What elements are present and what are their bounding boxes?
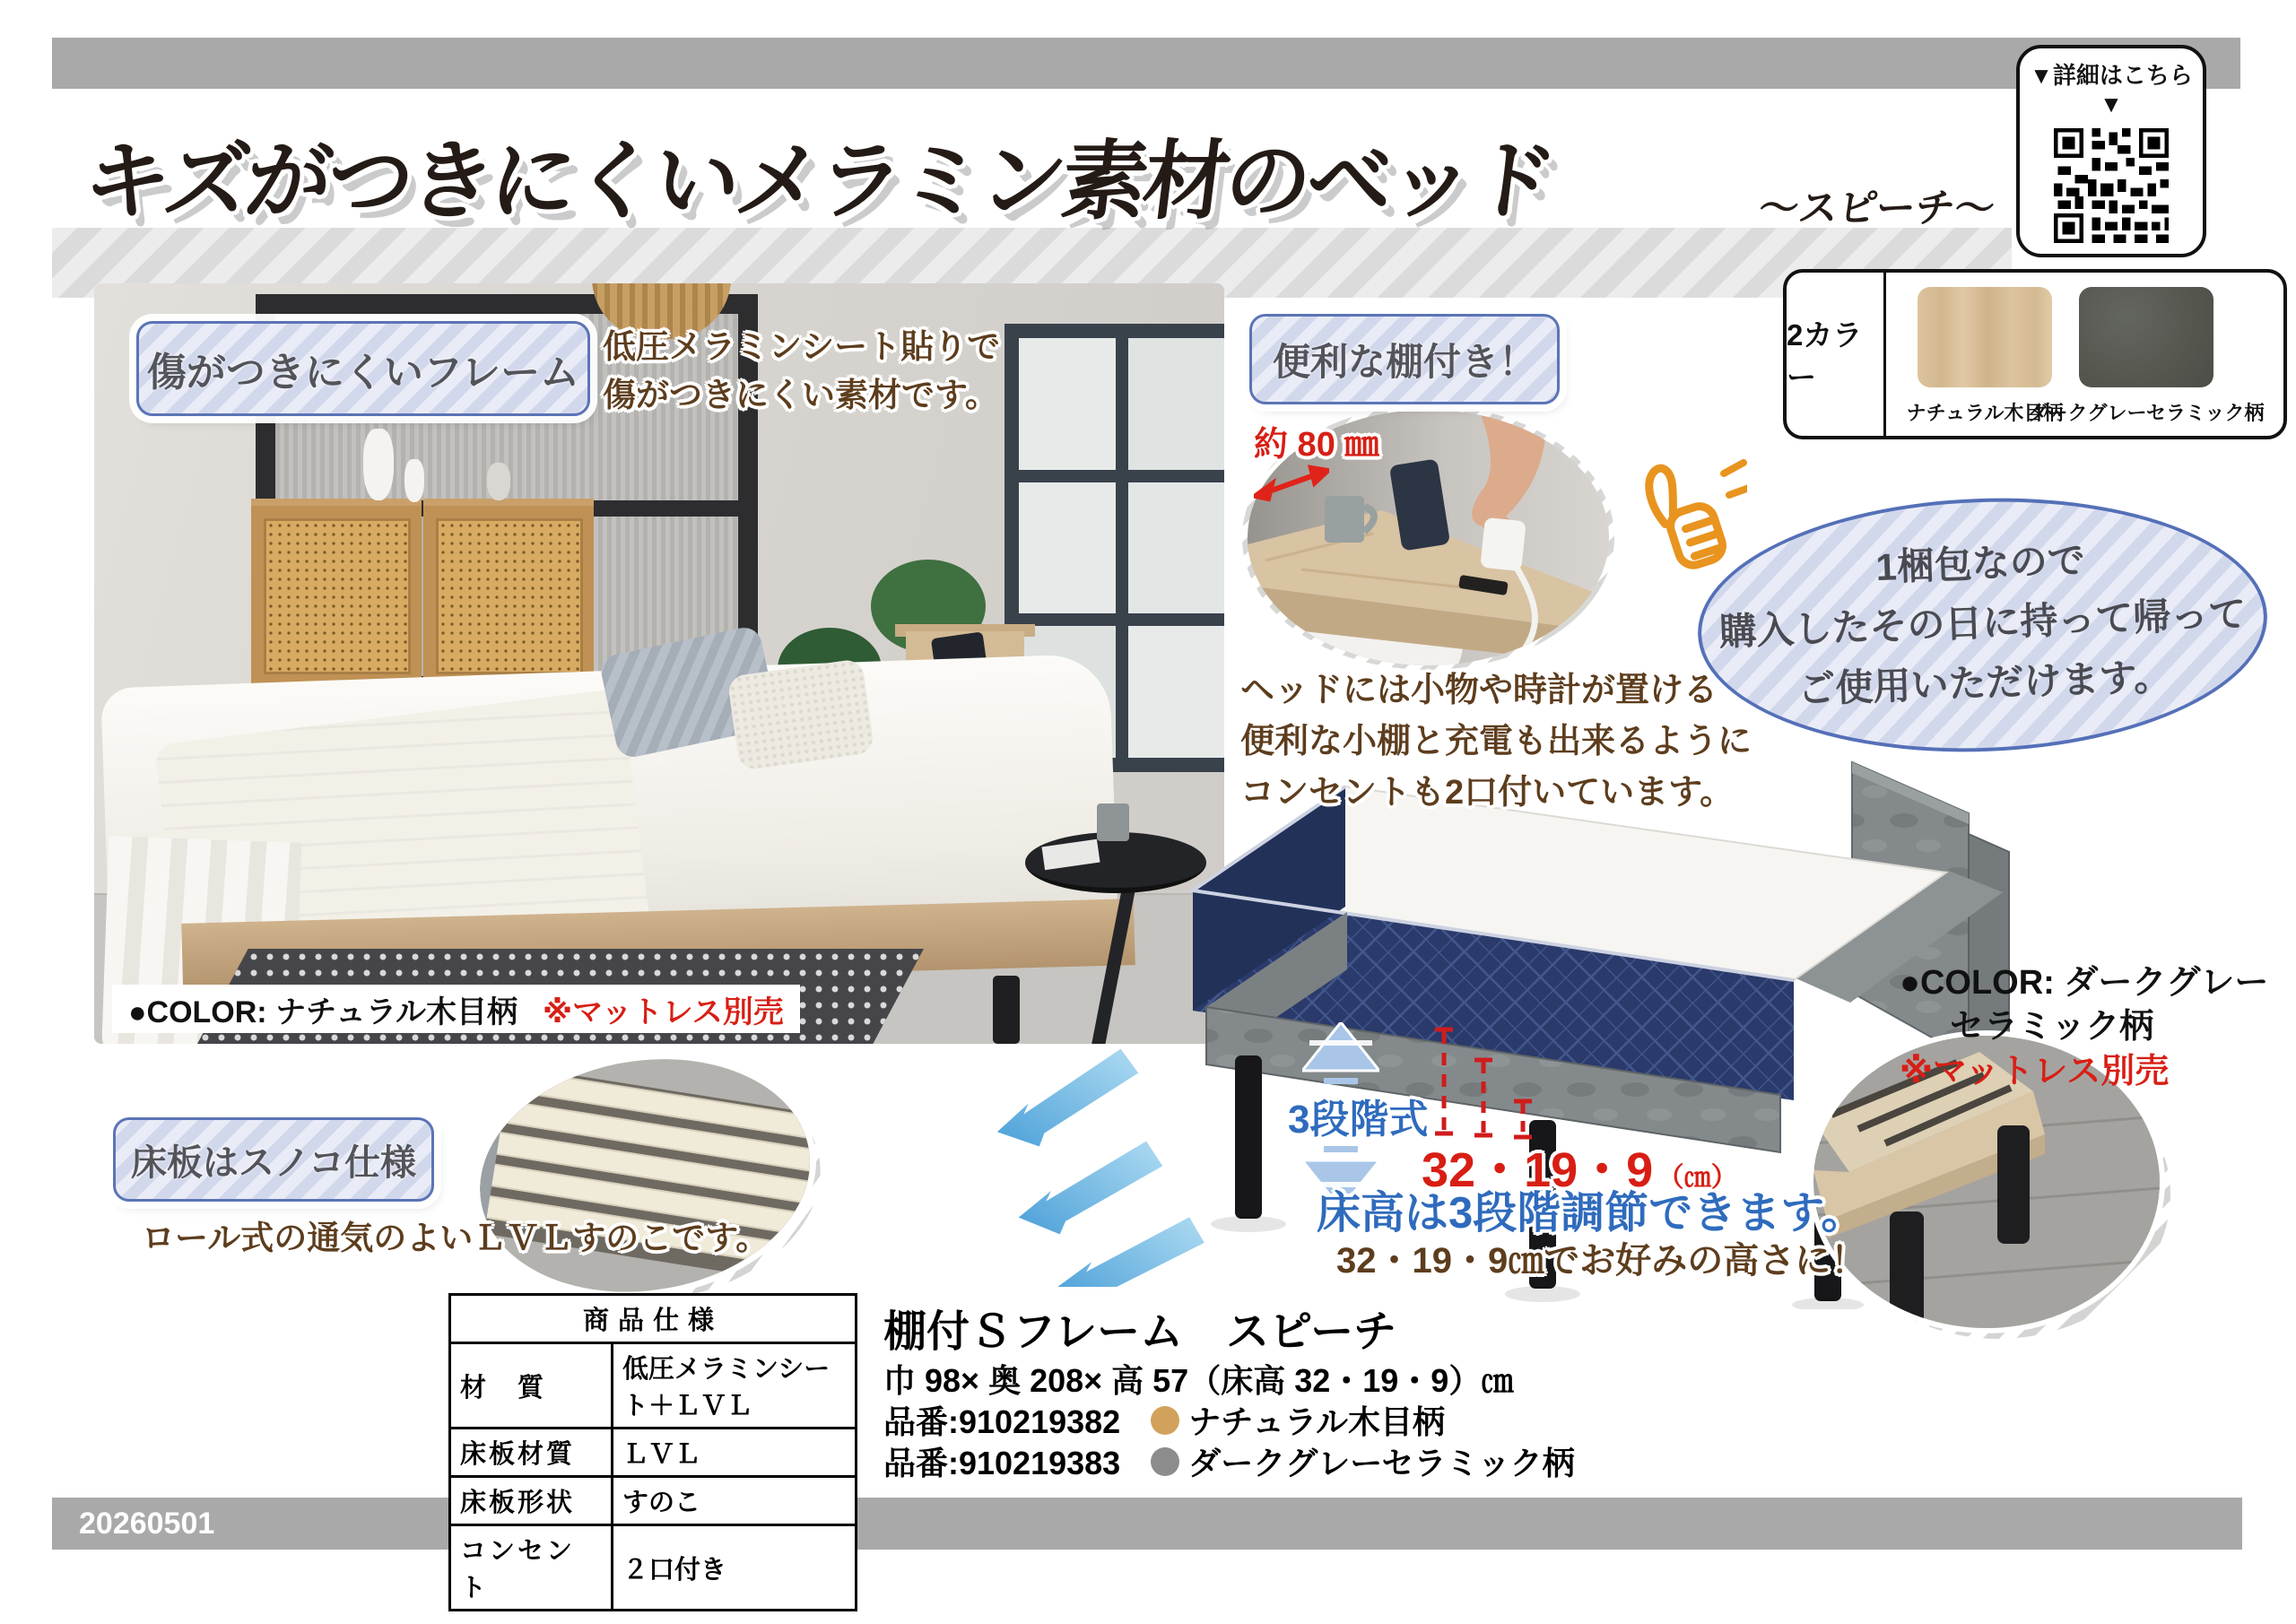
footer-bar — [52, 1498, 2242, 1550]
color-note-natural — [112, 985, 800, 1033]
qr-code-icon — [2049, 124, 2173, 248]
height-options-description: 32・19・9㎝でお好みの高さに！ — [1336, 1241, 1867, 1281]
mattress-note: ※マットレス別売 — [543, 994, 784, 1029]
table-row: 床板形状 すのこ — [450, 1477, 857, 1525]
photo-mug — [1097, 803, 1129, 841]
product-code: 品番:910219382 — [883, 1403, 1121, 1440]
table-row: 床板材質 ＬＶＬ — [450, 1429, 857, 1477]
top-gray-bar — [52, 38, 2240, 89]
badge-slatted-base: 床板はスノコ仕様 — [113, 1117, 434, 1202]
badge-scratch-resistant-frame: 傷がつきにくいフレーム — [136, 321, 590, 416]
slatted-base-photo — [463, 1035, 837, 1325]
height-adjust-arrows-icon — [987, 1027, 1283, 1287]
product-item-natural — [883, 1397, 1445, 1443]
shelf-description: ヘッドには小物や時計が置ける 便利な小棚と充電も出来るように コンセントも2口付いています。 — [1240, 672, 1752, 812]
thumbs-up-icon — [1631, 448, 1747, 601]
page-subtitle: ～スピーチ～ — [1756, 187, 1997, 230]
product-name: 棚付Ｓフレーム スピーチ — [883, 1308, 1397, 1356]
product-code: 品番:910219383 — [883, 1445, 1121, 1481]
product-color-name: ダークグレーセラミック柄 — [1188, 1445, 1575, 1481]
color-variations-panel — [1783, 269, 2287, 439]
shelf-depth-measure: 約 80 ㎜ — [1254, 426, 1379, 464]
photo-vase — [363, 429, 394, 500]
table-row: コンセント ２口付き — [450, 1525, 857, 1611]
mattress-note: ※マットレス別売 — [1900, 1052, 2170, 1090]
color-note-text: ●COLOR: ナチュラル木目柄 — [128, 994, 518, 1029]
height-adjust-description: 床高は3段階調節できます。 — [1317, 1189, 1866, 1238]
photo-pillow — [726, 658, 874, 771]
balloon-line3: ご使用いただけます。 — [1796, 655, 2172, 710]
photo-vase — [404, 459, 424, 502]
qr-panel — [2016, 45, 2206, 257]
melamine-description: 低圧メラミンシート貼りで 傷がつきにくい素材です。 — [603, 328, 1001, 413]
spec-table — [448, 1293, 857, 1611]
swatch-dark-gray-ceramic — [2079, 287, 2213, 387]
colors-count-label: 2カラー — [1787, 318, 1863, 394]
slats-description: ロール式の通気のよいＬＶＬすのこです。 — [142, 1220, 770, 1256]
balloon-line2: 購入したその日に持って帰って — [1718, 593, 2248, 654]
color-dot-natural — [1151, 1406, 1179, 1435]
product-item-dark — [883, 1438, 1575, 1484]
up-arrow-icon — [1302, 1022, 1379, 1085]
product-color-name: ナチュラル木目柄 — [1188, 1403, 1446, 1440]
one-package-balloon — [1693, 489, 2271, 761]
width-arrow-icon — [1254, 463, 1329, 502]
photo-rattan-cabinet — [423, 499, 594, 691]
swatch-natural-wood — [1918, 287, 2052, 387]
color-dot-dark — [1151, 1447, 1179, 1476]
height-values: 32・19・9 （㎝） — [1422, 1143, 1738, 1197]
date-code: 20260501 — [79, 1507, 215, 1541]
spec-table-title: 商品仕様 — [450, 1295, 857, 1343]
color-note-dark: ●COLOR: ダークグレー セラミック柄 ※マットレス別売 — [1900, 961, 2268, 1094]
height-measure-lines — [1431, 1022, 1584, 1146]
step-count-label: 3段階式 — [1288, 1098, 1429, 1142]
balloon-line1: 1梱包なので — [1874, 538, 2086, 589]
swatch-label-natural: ナチュラル木目柄 — [1906, 402, 2064, 424]
swatch-label-dark: ダークグレーセラミック柄 — [2028, 402, 2265, 424]
photo-rattan-cabinet — [251, 499, 422, 691]
product-size: 巾 98× 奥 208× 高 57（床高 32・19・9）㎝ — [883, 1362, 1514, 1399]
badge-handy-shelf: 便利な棚付き！ — [1249, 314, 1560, 404]
qr-label: ▼詳細はこちら▼ — [2030, 62, 2193, 117]
photo-vase — [487, 463, 510, 500]
page-title: キズがつきにくいメラミン素材のベッド — [78, 134, 1558, 230]
table-row: 材 質 低圧メラミンシート＋ＬＶＬ — [450, 1343, 857, 1429]
